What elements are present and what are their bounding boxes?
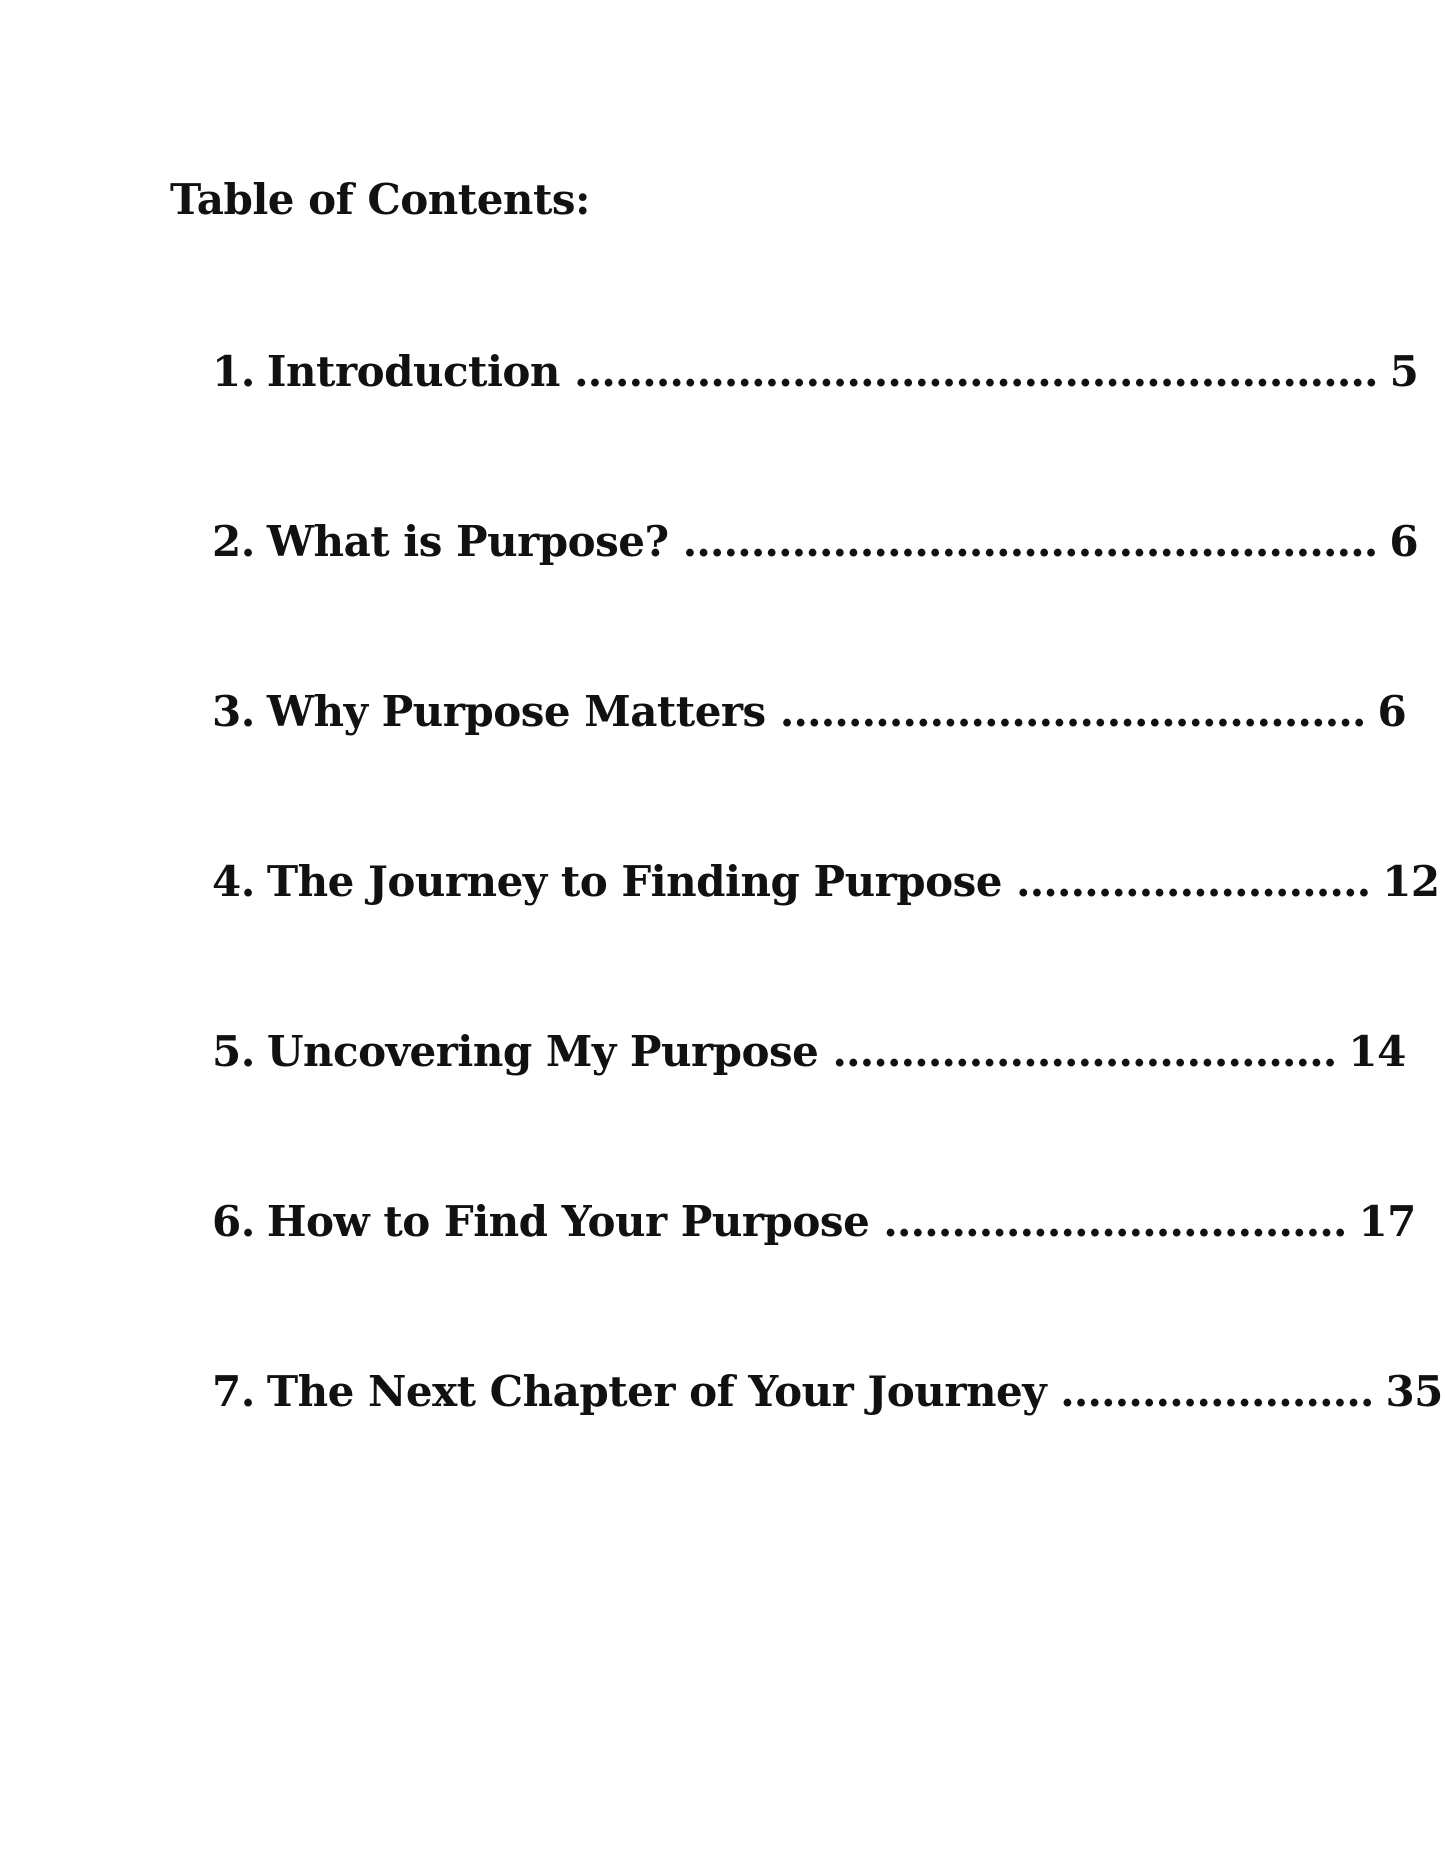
entry-page-number: 12 (1382, 857, 1440, 906)
toc-entry-introduction[interactable] (212, 342, 1418, 402)
toc-entry-next-chapter[interactable] (212, 1362, 1443, 1422)
entry-title: Uncovering My Purpose (266, 1027, 819, 1076)
entry-title: Introduction (266, 347, 560, 396)
toc-entry-how-to-find-your-purpose[interactable] (212, 1192, 1416, 1252)
toc-entry-why-purpose-matters[interactable] (212, 682, 1406, 742)
entry-page-number: 6 (1377, 687, 1407, 736)
entry-number: 1. (212, 347, 255, 396)
entry-number: 7. (212, 1367, 255, 1416)
toc-entry-what-is-purpose[interactable] (212, 512, 1418, 572)
dot-leader: .................................. (883, 1197, 1347, 1246)
entry-page-number: 17 (1358, 1197, 1416, 1246)
page-title: Table of Contents: (170, 175, 591, 224)
entry-title: What is Purpose? (266, 517, 669, 566)
entry-page-number: 5 (1389, 347, 1419, 396)
dot-leader: ..................................... (832, 1027, 1337, 1076)
dot-leader: .......................... (1016, 857, 1371, 906)
dot-leader: ........................................................... (573, 347, 1378, 396)
toc-entry-uncovering-my-purpose[interactable] (212, 1022, 1406, 1082)
entry-number: 6. (212, 1197, 255, 1246)
dot-leader: ....................... (1060, 1367, 1374, 1416)
entry-title: How to Find Your Purpose (266, 1197, 870, 1246)
entry-title: Why Purpose Matters (266, 687, 766, 736)
toc-entry-journey-to-finding-purpose[interactable] (212, 852, 1440, 912)
entry-number: 5. (212, 1027, 255, 1076)
entry-page-number: 35 (1385, 1367, 1443, 1416)
dot-leader: ................................................... (682, 517, 1378, 566)
entry-page-number: 6 (1389, 517, 1419, 566)
entry-page-number: 14 (1348, 1027, 1406, 1076)
entry-number: 2. (212, 517, 255, 566)
entry-number: 3. (212, 687, 255, 736)
entry-title: The Journey to Finding Purpose (266, 857, 1003, 906)
entry-number: 4. (212, 857, 255, 906)
dot-leader: ........................................... (779, 687, 1366, 736)
entry-title: The Next Chapter of Your Journey (266, 1367, 1047, 1416)
